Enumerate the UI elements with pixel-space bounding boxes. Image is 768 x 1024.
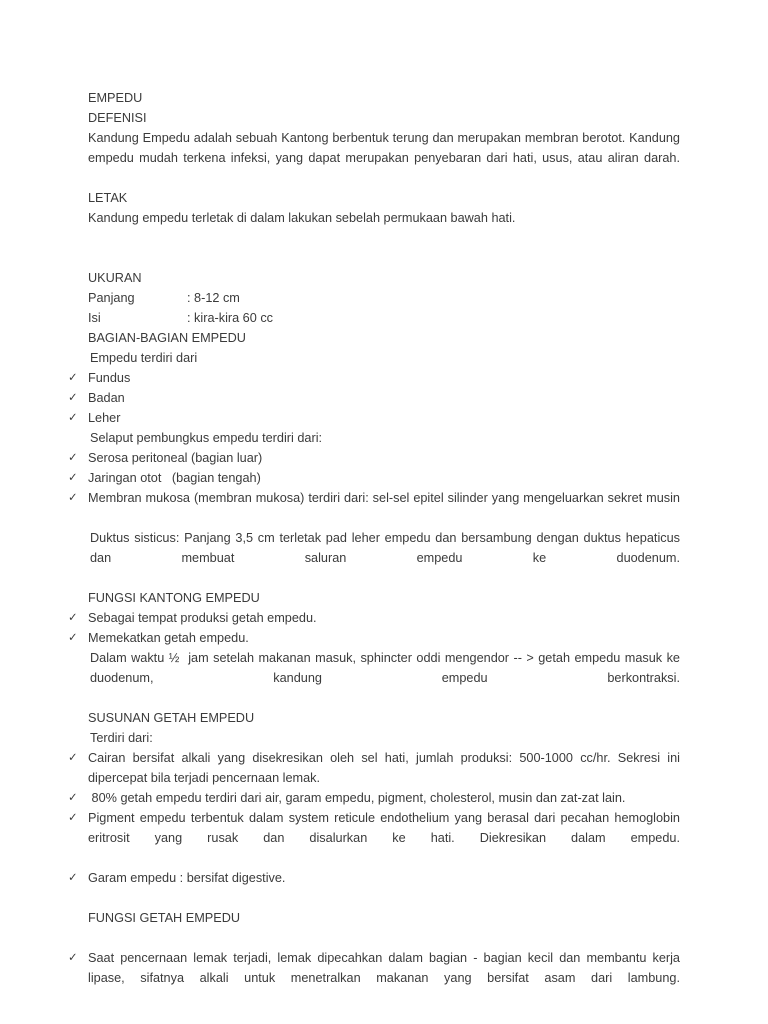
text-susunan-intro: Terdiri dari: — [90, 731, 153, 745]
check-icon: ✓ — [68, 952, 78, 964]
ukuran-value-panjang: : 8-12 cm — [187, 291, 240, 305]
paragraph-sphincter-oddi: Dalam waktu ½ jam setelah makanan masuk, sphincter oddi mengendor -- > getah empedu masuk ke duodenum, kandung empedu berkontraksi. — [90, 651, 684, 685]
heading-fungsi-kantong-empedu: FUNGSI KANTONG EMPEDU — [88, 591, 260, 605]
list-item — [68, 868, 680, 888]
page-title: EMPEDU — [88, 91, 143, 105]
list-item-label: Membran mukosa (membran mukosa) terdiri dari: sel-sel epitel silinder yang mengeluarkan sekret musin — [88, 491, 680, 505]
heading-defenisi: DEFENISI — [88, 111, 147, 125]
list-item — [68, 368, 680, 388]
list-item — [68, 788, 680, 808]
section-spacer — [68, 928, 680, 948]
text-selaput-intro: Selaput pembungkus empedu terdiri dari: — [90, 431, 323, 445]
check-icon: ✓ — [68, 612, 78, 624]
list-item — [68, 948, 684, 1008]
list-item-label: Cairan bersifat alkali yang disekresikan oleh sel hati, jumlah produksi: 500-1000 cc/hr. Sekresi ini dipercepat bila terjadi pencernaan lemak. — [88, 751, 684, 785]
document-body — [68, 88, 684, 1008]
list-item — [68, 748, 684, 788]
ukuran-row-isi — [68, 308, 680, 328]
list-item — [68, 408, 680, 428]
list-item-label: Saat pencernaan lemak terjadi, lemak dipecahkan dalam bagian - bagian kecil dan membantu kerja lipase, sifatnya alkali untuk menetralkan makanan yang bersifat asam dari lambung. — [88, 951, 684, 985]
heading-susunan-getah-empedu: SUSUNAN GETAH EMPEDU — [88, 711, 255, 725]
heading-fungsi-getah-empedu: FUNGSI GETAH EMPEDU — [88, 911, 241, 925]
check-icon: ✓ — [68, 452, 78, 464]
list-item — [68, 448, 680, 468]
list-item — [68, 388, 680, 408]
check-icon: ✓ — [68, 812, 78, 824]
list-item — [68, 608, 680, 628]
list-item — [68, 468, 680, 488]
list-item-label: Serosa peritoneal (bagian luar) — [88, 451, 263, 465]
list-item — [68, 488, 680, 528]
check-icon: ✓ — [68, 392, 78, 404]
ukuran-label-panjang: Panjang — [88, 291, 135, 305]
list-item-label: Fundus — [88, 371, 131, 385]
list-item-label: Pigment empedu terbentuk dalam system reticule endothelium yang berasal dari pecahan hemoglobin eritrosit yang rusak dan disalurkan ke hati. Diekresikan dalam empedu. — [88, 811, 684, 845]
list-item-label: Jaringan otot (bagian tengah) — [88, 471, 261, 485]
list-item — [68, 808, 684, 868]
heading-ukuran: UKURAN — [88, 271, 142, 285]
list-item-label: 80% getah empedu terdiri dari air, garam empedu, pigment, cholesterol, musin dan zat-zat lain. — [88, 791, 626, 805]
check-icon: ✓ — [68, 492, 78, 504]
check-icon: ✓ — [68, 792, 78, 804]
section-spacer — [68, 228, 680, 268]
list-item-label: Leher — [88, 411, 121, 425]
check-icon: ✓ — [68, 872, 78, 884]
list-item-label: Sebagai tempat produksi getah empedu. — [88, 611, 317, 625]
section-spacer — [68, 888, 680, 908]
paragraph-duktus-sisticus: Duktus sisticus: Panjang 3,5 cm terletak pad leher empedu dan bersambung dengan duktus hepaticus dan membuat saluran empedu ke duodenum. — [90, 531, 684, 565]
ukuran-label-isi: Isi — [88, 311, 101, 325]
list-item-label: Memekatkan getah empedu. — [88, 631, 249, 645]
ukuran-row-panjang — [68, 288, 680, 308]
check-icon: ✓ — [68, 372, 78, 384]
check-icon: ✓ — [68, 412, 78, 424]
ukuran-value-isi: : kira-kira 60 cc — [187, 311, 274, 325]
check-icon: ✓ — [68, 632, 78, 644]
list-item-label: Badan — [88, 391, 125, 405]
paragraph-defenisi: Kandung Empedu adalah sebuah Kantong berbentuk terung dan merupakan membran berotot. Kandung empedu mudah terkena infeksi, yang dapat merupakan penyebaran dari hati, usus, atau aliran darah. — [88, 131, 684, 165]
text-bagian-intro: Empedu terdiri dari — [90, 351, 198, 365]
heading-bagian-bagian-empedu: BAGIAN-BAGIAN EMPEDU — [88, 331, 246, 345]
check-icon: ✓ — [68, 752, 78, 764]
list-item-label: Garam empedu : bersifat digestive. — [88, 871, 286, 885]
paragraph-letak: Kandung empedu terletak di dalam lakukan sebelah permukaan bawah hati. — [88, 211, 516, 225]
list-item — [68, 628, 680, 648]
heading-letak: LETAK — [88, 191, 128, 205]
check-icon: ✓ — [68, 472, 78, 484]
